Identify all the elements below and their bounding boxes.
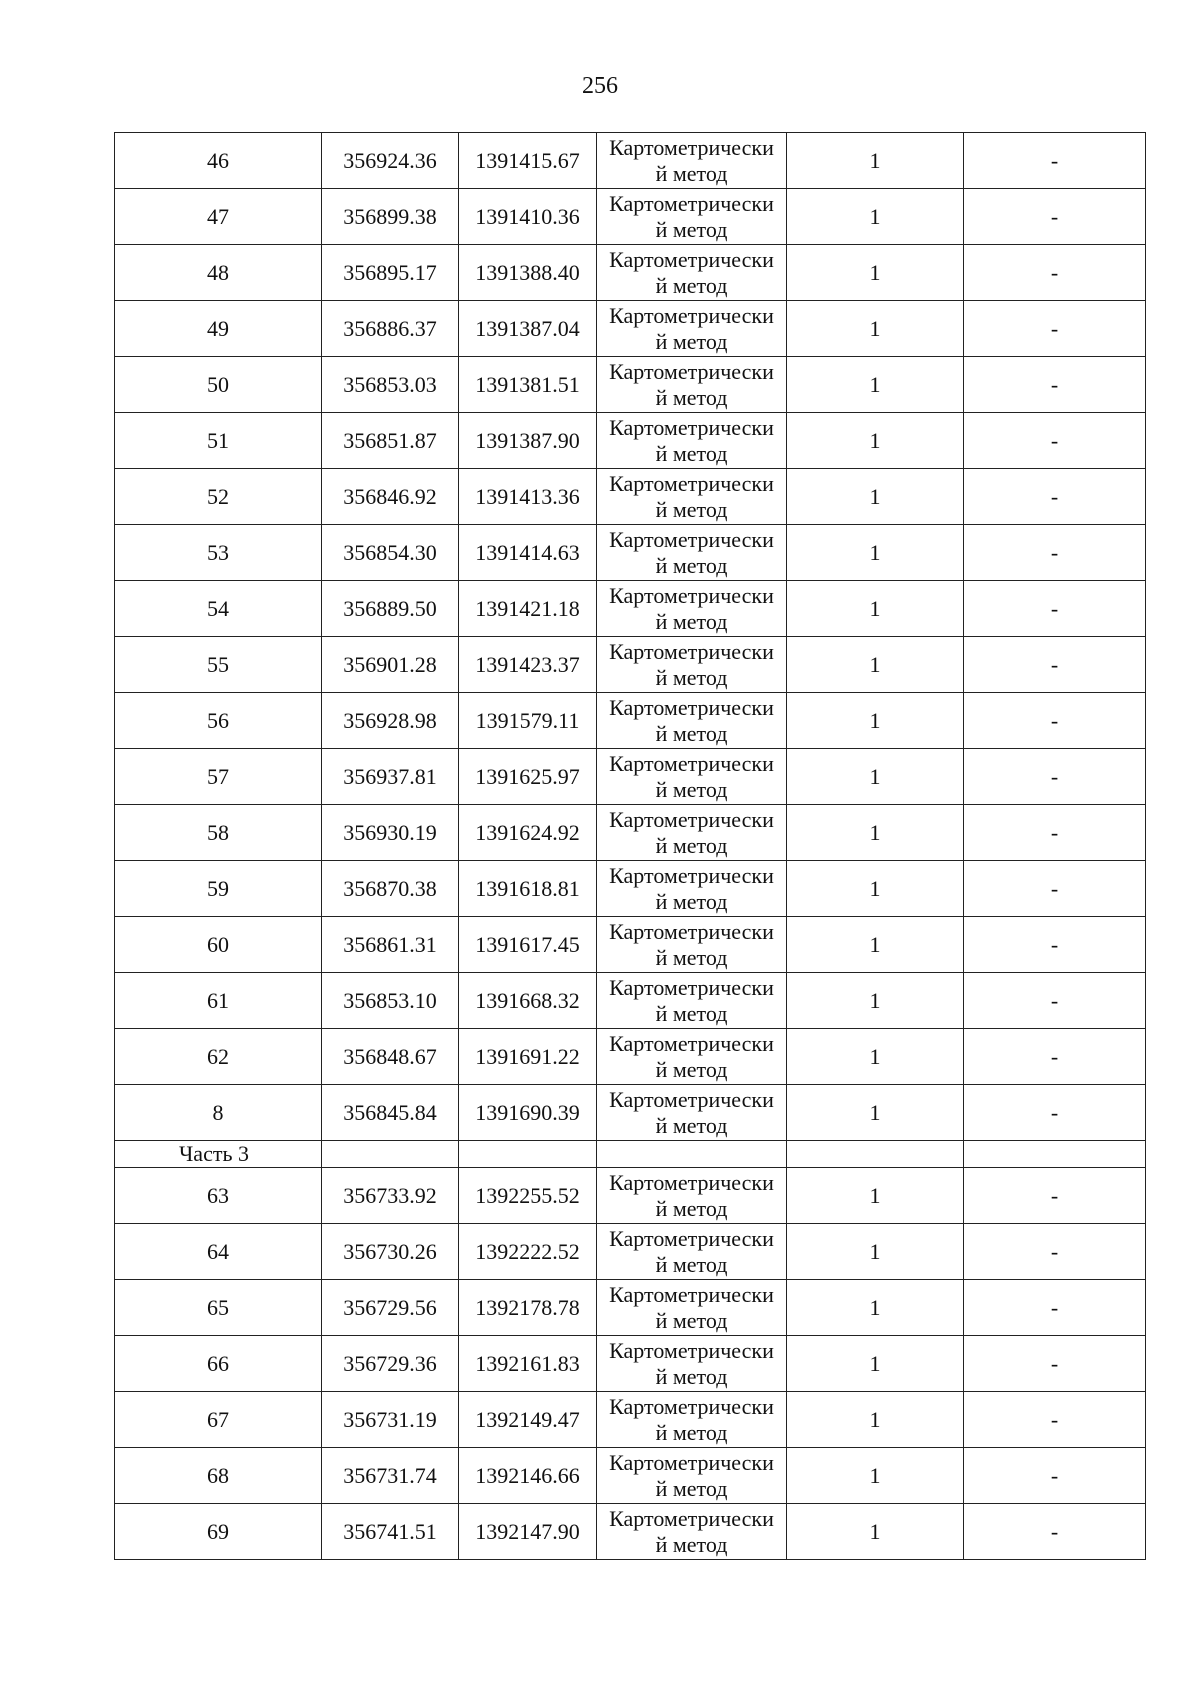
method-text-line-2: й метод — [655, 776, 728, 802]
precision-cell: 1 — [787, 973, 964, 1029]
method-text-line-2: й метод — [655, 608, 728, 634]
empty-cell — [597, 1141, 787, 1168]
note-cell: - — [964, 1504, 1146, 1560]
method-text-line-1: Картометрически — [609, 1086, 774, 1112]
empty-cell — [322, 1141, 459, 1168]
y-coordinate-cell: 1392149.47 — [459, 1392, 597, 1448]
method-text-line-1: Картометрически — [609, 414, 774, 440]
method-cell — [597, 1224, 787, 1280]
y-coordinate-cell: 1391387.04 — [459, 301, 597, 357]
note-cell: - — [964, 637, 1146, 693]
note-cell: - — [964, 805, 1146, 861]
note-cell: - — [964, 1168, 1146, 1224]
precision-cell: 1 — [787, 749, 964, 805]
x-coordinate-cell: 356861.31 — [322, 917, 459, 973]
table-row — [115, 749, 1146, 805]
method-text-line-1: Картометрически — [609, 918, 774, 944]
method-cell — [597, 1448, 787, 1504]
point-number-cell: 51 — [115, 413, 322, 469]
x-coordinate-cell: 356851.87 — [322, 413, 459, 469]
note-cell: - — [964, 469, 1146, 525]
method-text-line-2: й метод — [655, 1112, 728, 1138]
point-number-cell: 62 — [115, 1029, 322, 1085]
empty-cell — [787, 1141, 964, 1168]
method-cell — [597, 413, 787, 469]
point-number-cell: 47 — [115, 189, 322, 245]
table-row — [115, 1504, 1146, 1560]
point-number-cell: 65 — [115, 1280, 322, 1336]
method-text-line-2: й метод — [655, 552, 728, 578]
y-coordinate-cell: 1391691.22 — [459, 1029, 597, 1085]
method-cell — [597, 1504, 787, 1560]
y-coordinate-cell: 1391625.97 — [459, 749, 597, 805]
note-cell: - — [964, 525, 1146, 581]
point-number-cell: 68 — [115, 1448, 322, 1504]
x-coordinate-cell: 356731.74 — [322, 1448, 459, 1504]
table-row — [115, 1085, 1146, 1141]
method-cell — [597, 1029, 787, 1085]
y-coordinate-cell: 1391387.90 — [459, 413, 597, 469]
point-number-cell: 54 — [115, 581, 322, 637]
point-number-cell: 69 — [115, 1504, 322, 1560]
point-number-cell: 52 — [115, 469, 322, 525]
precision-cell: 1 — [787, 1029, 964, 1085]
method-cell — [597, 301, 787, 357]
method-cell — [597, 1168, 787, 1224]
note-cell: - — [964, 1336, 1146, 1392]
note-cell: - — [964, 189, 1146, 245]
method-cell — [597, 581, 787, 637]
point-number-cell: 49 — [115, 301, 322, 357]
x-coordinate-cell: 356928.98 — [322, 693, 459, 749]
note-cell: - — [964, 581, 1146, 637]
point-number-cell: 66 — [115, 1336, 322, 1392]
y-coordinate-cell: 1391423.37 — [459, 637, 597, 693]
precision-cell: 1 — [787, 189, 964, 245]
x-coordinate-cell: 356729.56 — [322, 1280, 459, 1336]
note-cell: - — [964, 245, 1146, 301]
note-cell: - — [964, 1280, 1146, 1336]
y-coordinate-cell: 1391410.36 — [459, 189, 597, 245]
x-coordinate-cell: 356848.67 — [322, 1029, 459, 1085]
x-coordinate-cell: 356854.30 — [322, 525, 459, 581]
method-cell — [597, 133, 787, 189]
point-number-cell: 55 — [115, 637, 322, 693]
precision-cell: 1 — [787, 861, 964, 917]
y-coordinate-cell: 1392255.52 — [459, 1168, 597, 1224]
table-row — [115, 973, 1146, 1029]
precision-cell: 1 — [787, 1168, 964, 1224]
method-text-line-2: й метод — [655, 888, 728, 914]
method-text-line-1: Картометрически — [609, 358, 774, 384]
method-cell — [597, 1280, 787, 1336]
method-cell — [597, 245, 787, 301]
precision-cell: 1 — [787, 917, 964, 973]
x-coordinate-cell: 356895.17 — [322, 245, 459, 301]
precision-cell: 1 — [787, 581, 964, 637]
method-text-line-2: й метод — [655, 496, 728, 522]
table-row — [115, 917, 1146, 973]
method-text-line-2: й метод — [655, 384, 728, 410]
table-row — [115, 413, 1146, 469]
y-coordinate-cell: 1392222.52 — [459, 1224, 597, 1280]
method-cell — [597, 693, 787, 749]
note-cell: - — [964, 693, 1146, 749]
table-row — [115, 1280, 1146, 1336]
method-text-line-2: й метод — [655, 832, 728, 858]
y-coordinate-cell: 1392178.78 — [459, 1280, 597, 1336]
method-text-line-1: Картометрически — [609, 190, 774, 216]
precision-cell: 1 — [787, 805, 964, 861]
table-row — [115, 1168, 1146, 1224]
method-cell — [597, 973, 787, 1029]
table-row — [115, 133, 1146, 189]
method-text-line-1: Картометрически — [609, 638, 774, 664]
y-coordinate-cell: 1392146.66 — [459, 1448, 597, 1504]
method-text-line-1: Картометрически — [609, 974, 774, 1000]
table-row — [115, 1392, 1146, 1448]
method-text-line-2: й метод — [655, 440, 728, 466]
method-cell — [597, 1085, 787, 1141]
table-row — [115, 1336, 1146, 1392]
method-text-line-2: й метод — [655, 1475, 728, 1501]
note-cell: - — [964, 1029, 1146, 1085]
method-text-line-2: й метод — [655, 160, 728, 186]
precision-cell: 1 — [787, 1085, 964, 1141]
method-text-line-1: Картометрически — [609, 526, 774, 552]
y-coordinate-cell: 1392161.83 — [459, 1336, 597, 1392]
empty-cell — [459, 1141, 597, 1168]
method-cell — [597, 917, 787, 973]
table-row — [115, 861, 1146, 917]
method-text-line-1: Картометрически — [609, 862, 774, 888]
y-coordinate-cell: 1391617.45 — [459, 917, 597, 973]
note-cell: - — [964, 861, 1146, 917]
method-text-line-1: Картометрически — [609, 1169, 774, 1195]
note-cell: - — [964, 749, 1146, 805]
table-row — [115, 693, 1146, 749]
method-text-line-1: Картометрически — [609, 246, 774, 272]
method-cell — [597, 805, 787, 861]
method-text-line-2: й метод — [655, 720, 728, 746]
note-cell: - — [964, 133, 1146, 189]
method-text-line-1: Картометрически — [609, 1505, 774, 1531]
method-text-line-2: й метод — [655, 664, 728, 690]
method-cell — [597, 1392, 787, 1448]
method-text-line-1: Картометрически — [609, 806, 774, 832]
x-coordinate-cell: 356731.19 — [322, 1392, 459, 1448]
point-number-cell: 50 — [115, 357, 322, 413]
precision-cell: 1 — [787, 301, 964, 357]
note-cell: - — [964, 413, 1146, 469]
precision-cell: 1 — [787, 1336, 964, 1392]
y-coordinate-cell: 1391415.67 — [459, 133, 597, 189]
method-text-line-2: й метод — [655, 1251, 728, 1277]
method-text-line-2: й метод — [655, 1419, 728, 1445]
precision-cell: 1 — [787, 1392, 964, 1448]
x-coordinate-cell: 356930.19 — [322, 805, 459, 861]
note-cell: - — [964, 1448, 1146, 1504]
section-label: Часть 3 — [115, 1141, 322, 1168]
note-cell: - — [964, 1085, 1146, 1141]
precision-cell: 1 — [787, 245, 964, 301]
table-row — [115, 805, 1146, 861]
y-coordinate-cell: 1391421.18 — [459, 581, 597, 637]
precision-cell: 1 — [787, 693, 964, 749]
precision-cell: 1 — [787, 1280, 964, 1336]
method-text-line-1: Картометрически — [609, 694, 774, 720]
point-number-cell: 57 — [115, 749, 322, 805]
y-coordinate-cell: 1391414.63 — [459, 525, 597, 581]
precision-cell: 1 — [787, 133, 964, 189]
table-row — [115, 245, 1146, 301]
method-cell — [597, 189, 787, 245]
x-coordinate-cell: 356886.37 — [322, 301, 459, 357]
method-text-line-1: Картометрически — [609, 470, 774, 496]
precision-cell: 1 — [787, 1504, 964, 1560]
method-text-line-1: Картометрически — [609, 750, 774, 776]
point-number-cell: 64 — [115, 1224, 322, 1280]
method-text-line-1: Картометрически — [609, 1393, 774, 1419]
section-row-group — [115, 1141, 1146, 1168]
point-number-cell: 60 — [115, 917, 322, 973]
method-text-line-1: Картометрически — [609, 1030, 774, 1056]
table-row — [115, 357, 1146, 413]
precision-cell: 1 — [787, 413, 964, 469]
method-text-line-1: Картометрически — [609, 1281, 774, 1307]
method-text-line-2: й метод — [655, 1056, 728, 1082]
method-cell — [597, 357, 787, 413]
y-coordinate-cell: 1391413.36 — [459, 469, 597, 525]
method-text-line-2: й метод — [655, 1000, 728, 1026]
method-text-line-2: й метод — [655, 1531, 728, 1557]
point-number-cell: 53 — [115, 525, 322, 581]
x-coordinate-cell: 356924.36 — [322, 133, 459, 189]
table-row — [115, 1224, 1146, 1280]
method-text-line-1: Картометрически — [609, 582, 774, 608]
table-body-part-2 — [115, 133, 1146, 1141]
method-cell — [597, 1336, 787, 1392]
precision-cell: 1 — [787, 357, 964, 413]
point-number-cell: 67 — [115, 1392, 322, 1448]
method-text-line-2: й метод — [655, 1307, 728, 1333]
point-number-cell: 59 — [115, 861, 322, 917]
point-number-cell: 61 — [115, 973, 322, 1029]
method-text-line-2: й метод — [655, 1363, 728, 1389]
y-coordinate-cell: 1391690.39 — [459, 1085, 597, 1141]
x-coordinate-cell: 356899.38 — [322, 189, 459, 245]
x-coordinate-cell: 356901.28 — [322, 637, 459, 693]
page-number: 256 — [582, 73, 618, 99]
precision-cell: 1 — [787, 469, 964, 525]
y-coordinate-cell: 1391618.81 — [459, 861, 597, 917]
method-text-line-1: Картометрически — [609, 1225, 774, 1251]
table-row — [115, 581, 1146, 637]
point-number-cell: 46 — [115, 133, 322, 189]
note-cell: - — [964, 301, 1146, 357]
method-text-line-1: Картометрически — [609, 1449, 774, 1475]
x-coordinate-cell: 356937.81 — [322, 749, 459, 805]
note-cell: - — [964, 973, 1146, 1029]
precision-cell: 1 — [787, 1448, 964, 1504]
table-row — [115, 469, 1146, 525]
y-coordinate-cell: 1391624.92 — [459, 805, 597, 861]
y-coordinate-cell: 1391388.40 — [459, 245, 597, 301]
method-cell — [597, 749, 787, 805]
x-coordinate-cell: 356846.92 — [322, 469, 459, 525]
x-coordinate-cell: 356729.36 — [322, 1336, 459, 1392]
x-coordinate-cell: 356741.51 — [322, 1504, 459, 1560]
y-coordinate-cell: 1391579.11 — [459, 693, 597, 749]
x-coordinate-cell: 356733.92 — [322, 1168, 459, 1224]
table-row — [115, 1029, 1146, 1085]
method-text-line-1: Картометрически — [609, 1337, 774, 1363]
note-cell: - — [964, 1392, 1146, 1448]
method-text-line-1: Картометрически — [609, 134, 774, 160]
x-coordinate-cell: 356845.84 — [322, 1085, 459, 1141]
method-text-line-1: Картометрически — [609, 302, 774, 328]
method-text-line-2: й метод — [655, 1195, 728, 1221]
note-cell: - — [964, 917, 1146, 973]
section-row — [115, 1141, 1146, 1168]
point-number-cell: 56 — [115, 693, 322, 749]
method-cell — [597, 525, 787, 581]
y-coordinate-cell: 1391668.32 — [459, 973, 597, 1029]
method-cell — [597, 469, 787, 525]
x-coordinate-cell: 356889.50 — [322, 581, 459, 637]
x-coordinate-cell: 356853.10 — [322, 973, 459, 1029]
method-cell — [597, 637, 787, 693]
table-row — [115, 301, 1146, 357]
y-coordinate-cell: 1392147.90 — [459, 1504, 597, 1560]
table-row — [115, 189, 1146, 245]
table-row — [115, 1448, 1146, 1504]
x-coordinate-cell: 356853.03 — [322, 357, 459, 413]
point-number-cell: 48 — [115, 245, 322, 301]
point-number-cell: 8 — [115, 1085, 322, 1141]
x-coordinate-cell: 356730.26 — [322, 1224, 459, 1280]
empty-cell — [964, 1141, 1146, 1168]
table-row — [115, 637, 1146, 693]
table-row — [115, 525, 1146, 581]
coordinates-table — [114, 132, 1146, 1560]
point-number-cell: 63 — [115, 1168, 322, 1224]
method-text-line-2: й метод — [655, 944, 728, 970]
x-coordinate-cell: 356870.38 — [322, 861, 459, 917]
precision-cell: 1 — [787, 637, 964, 693]
method-cell — [597, 861, 787, 917]
method-text-line-2: й метод — [655, 216, 728, 242]
note-cell: - — [964, 1224, 1146, 1280]
note-cell: - — [964, 357, 1146, 413]
point-number-cell: 58 — [115, 805, 322, 861]
method-text-line-2: й метод — [655, 328, 728, 354]
precision-cell: 1 — [787, 1224, 964, 1280]
table-body-part-3 — [115, 1168, 1146, 1560]
method-text-line-2: й метод — [655, 272, 728, 298]
y-coordinate-cell: 1391381.51 — [459, 357, 597, 413]
precision-cell: 1 — [787, 525, 964, 581]
